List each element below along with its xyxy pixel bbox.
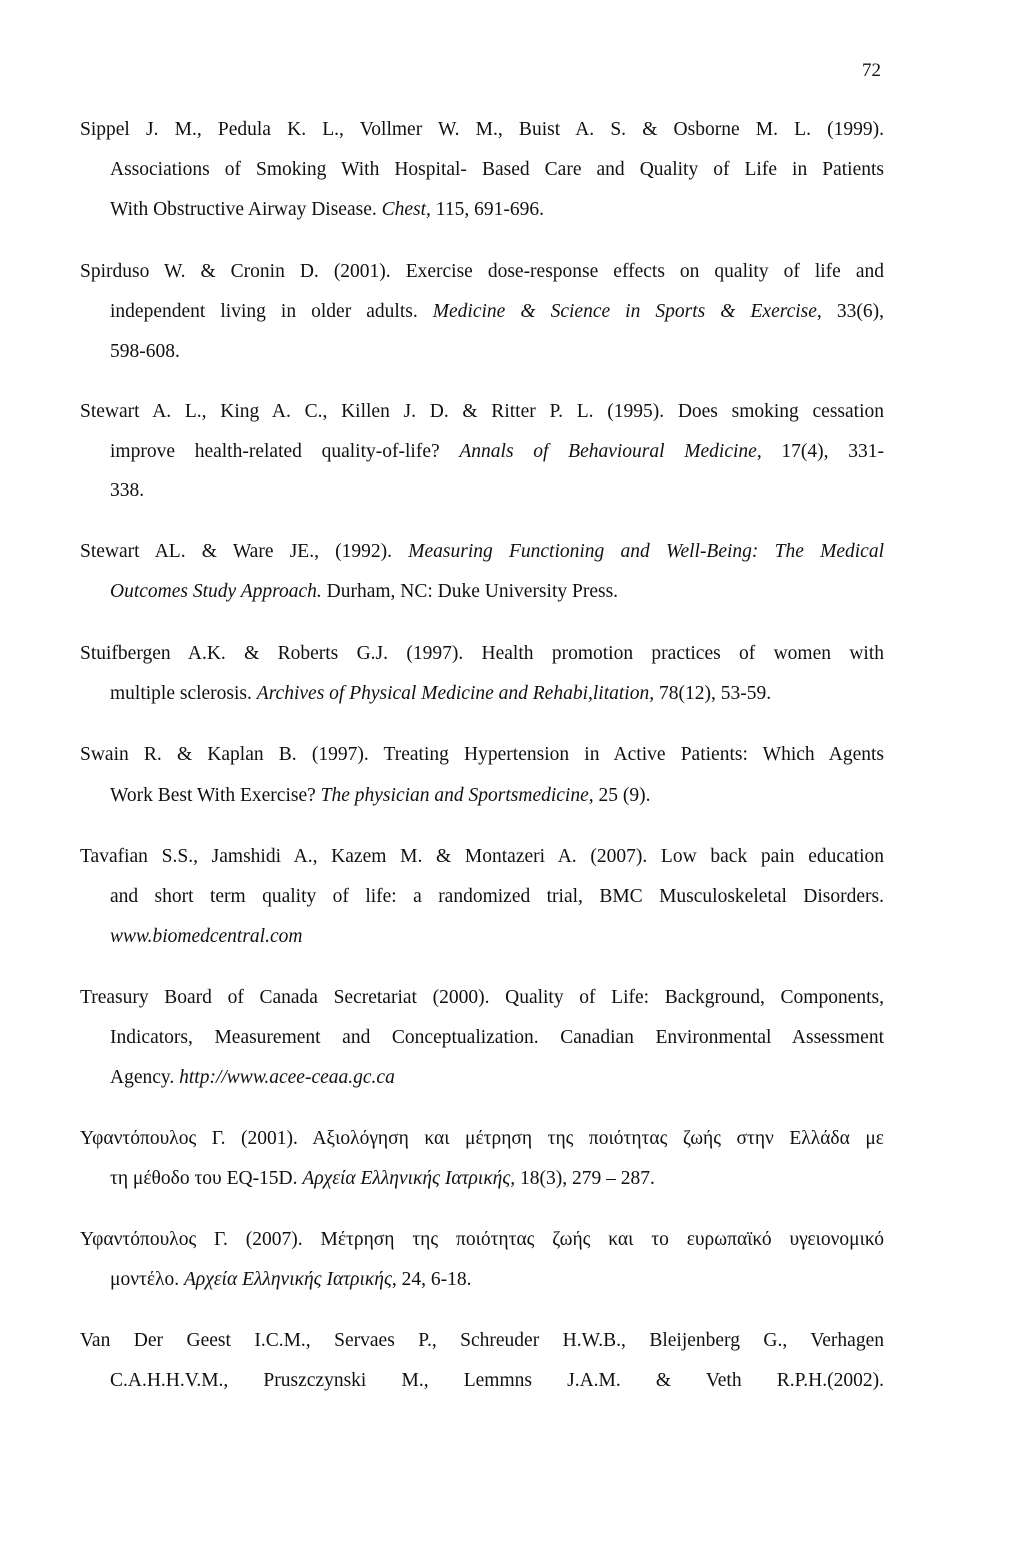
text-segment: C.A.H.H.V.M., Pruszczynski M., Lemmns J.A.M. & Veth R.P.H.(2002).: [110, 1370, 884, 1391]
text-segment: Spirduso W. & Cronin D. (2001). Exercise dose-response effects on quality of life and: [80, 261, 884, 282]
reference-continuation-line: [110, 1270, 472, 1290]
italic-text: Αρχεία Ελληνικής Ιατρικής,: [302, 1168, 516, 1189]
reference-first-line: [80, 847, 884, 867]
text-segment: Agency.: [110, 1067, 180, 1088]
reference-first-line: [80, 120, 884, 140]
text-segment: 17(4), 331-: [761, 441, 885, 462]
reference-first-line: [80, 1129, 884, 1149]
text-segment: 24, 6-18.: [396, 1269, 472, 1290]
reference-first-line: [80, 402, 884, 422]
italic-text: Outcomes Study Approach.: [110, 581, 322, 602]
reference-continuation-line: [110, 160, 884, 180]
italic-text: www.biomedcentral.com: [110, 926, 303, 947]
text-segment: Stewart AL. & Ware JE., (1992).: [80, 541, 409, 562]
reference-continuation-line: [110, 1371, 884, 1391]
text-segment: Work Best With Exercise?: [110, 785, 321, 806]
text-segment: Durham, NC: Duke University Press.: [321, 581, 619, 602]
reference-continuation-line: [110, 786, 651, 806]
italic-text: Chest,: [381, 199, 431, 220]
reference-continuation-line: [110, 342, 180, 362]
text-segment: With Obstructive Airway Disease.: [110, 199, 382, 220]
reference-continuation-line: [110, 887, 884, 907]
text-segment: Sippel J. M., Pedula K. L., Vollmer W. M., Buist A. S. & Osborne M. L. (1999).: [80, 119, 884, 140]
reference-first-line: [80, 262, 884, 282]
text-segment: Indicators, Measurement and Conceptualization. Canadian Environmental Assessment: [110, 1027, 884, 1048]
page-number: 72: [862, 60, 881, 81]
reference-first-line: [80, 745, 884, 765]
reference-continuation-line: [110, 200, 544, 220]
reference-continuation-line: [110, 481, 144, 501]
italic-text: Measuring Functioning and Well-Being: The Medical: [408, 541, 884, 562]
text-segment: 115, 691-696.: [430, 199, 544, 220]
italic-text: Annals of Behavioural Medicine,: [459, 441, 762, 462]
text-segment: Stuifbergen A.K. & Roberts G.J. (1997). Health promotion practices of women with: [80, 643, 884, 664]
text-segment: 338.: [110, 480, 145, 501]
text-segment: improve health-related quality-of-life?: [110, 441, 460, 462]
text-segment: Van Der Geest I.C.M., Servaes P., Schreuder H.W.B., Bleijenberg G., Verhagen: [80, 1330, 884, 1351]
text-segment: Treasury Board of Canada Secretariat (2000). Quality of Life: Background, Components,: [80, 987, 884, 1008]
reference-continuation-line: [110, 442, 884, 462]
reference-continuation-line: [110, 684, 771, 704]
text-segment: Swain R. & Kaplan B. (1997). Treating Hypertension in Active Patients: Which Agents: [80, 744, 884, 765]
reference-continuation-line: [110, 1028, 884, 1048]
text-segment: Tavafian S.S., Jamshidi A., Kazem M. & Montazeri A. (2007). Low back pain education: [80, 846, 884, 867]
italic-text: Archives of Physical Medicine and Rehabi,litation,: [256, 683, 655, 704]
text-segment: multiple sclerosis.: [110, 683, 257, 704]
italic-text: http://www.acee-ceaa.gc.ca: [179, 1067, 395, 1088]
reference-continuation-line: [110, 1068, 395, 1088]
text-segment: 18(3), 279 – 287.: [515, 1168, 655, 1189]
text-segment: 598-608.: [110, 341, 180, 362]
reference-first-line: [80, 542, 884, 562]
reference-first-line: [80, 1230, 884, 1250]
text-segment: Υφαντόπουλος Γ. (2007). Μέτρηση της ποιότητας ζωής και το ευρωπαϊκό υγειονομικό: [80, 1229, 884, 1250]
italic-text: Medicine & Science in Sports & Exercise,: [432, 301, 822, 322]
text-segment: 78(12), 53-59.: [654, 683, 772, 704]
text-segment: τη μέθοδο του EQ-15D.: [110, 1168, 303, 1189]
reference-continuation-line: [110, 302, 884, 322]
text-segment: Associations of Smoking With Hospital- Based Care and Quality of Life in Patients: [110, 159, 884, 180]
text-segment: μοντέλο.: [110, 1269, 185, 1290]
reference-first-line: [80, 988, 884, 1008]
reference-continuation-line: [110, 582, 618, 602]
reference-continuation-line: [110, 1169, 655, 1189]
text-segment: 25 (9).: [593, 785, 651, 806]
reference-continuation-line: [110, 927, 302, 947]
italic-text: Αρχεία Ελληνικής Ιατρικής,: [184, 1269, 397, 1290]
reference-first-line: [80, 644, 884, 664]
text-segment: Stewart A. L., King A. C., Killen J. D. & Ritter P. L. (1995). Does smoking cessation: [80, 401, 884, 422]
text-segment: 33(6),: [821, 301, 884, 322]
reference-first-line: [80, 1331, 884, 1351]
text-segment: independent living in older adults.: [110, 301, 433, 322]
italic-text: The physician and Sportsmedicine,: [320, 785, 594, 806]
text-segment: and short term quality of life: a randomized trial, BMC Musculoskeletal Disorders.: [110, 886, 884, 907]
text-segment: Υφαντόπουλος Γ. (2001). Αξιολόγηση και μέτρηση της ποιότητας ζωής στην Ελλάδα με: [80, 1128, 884, 1149]
